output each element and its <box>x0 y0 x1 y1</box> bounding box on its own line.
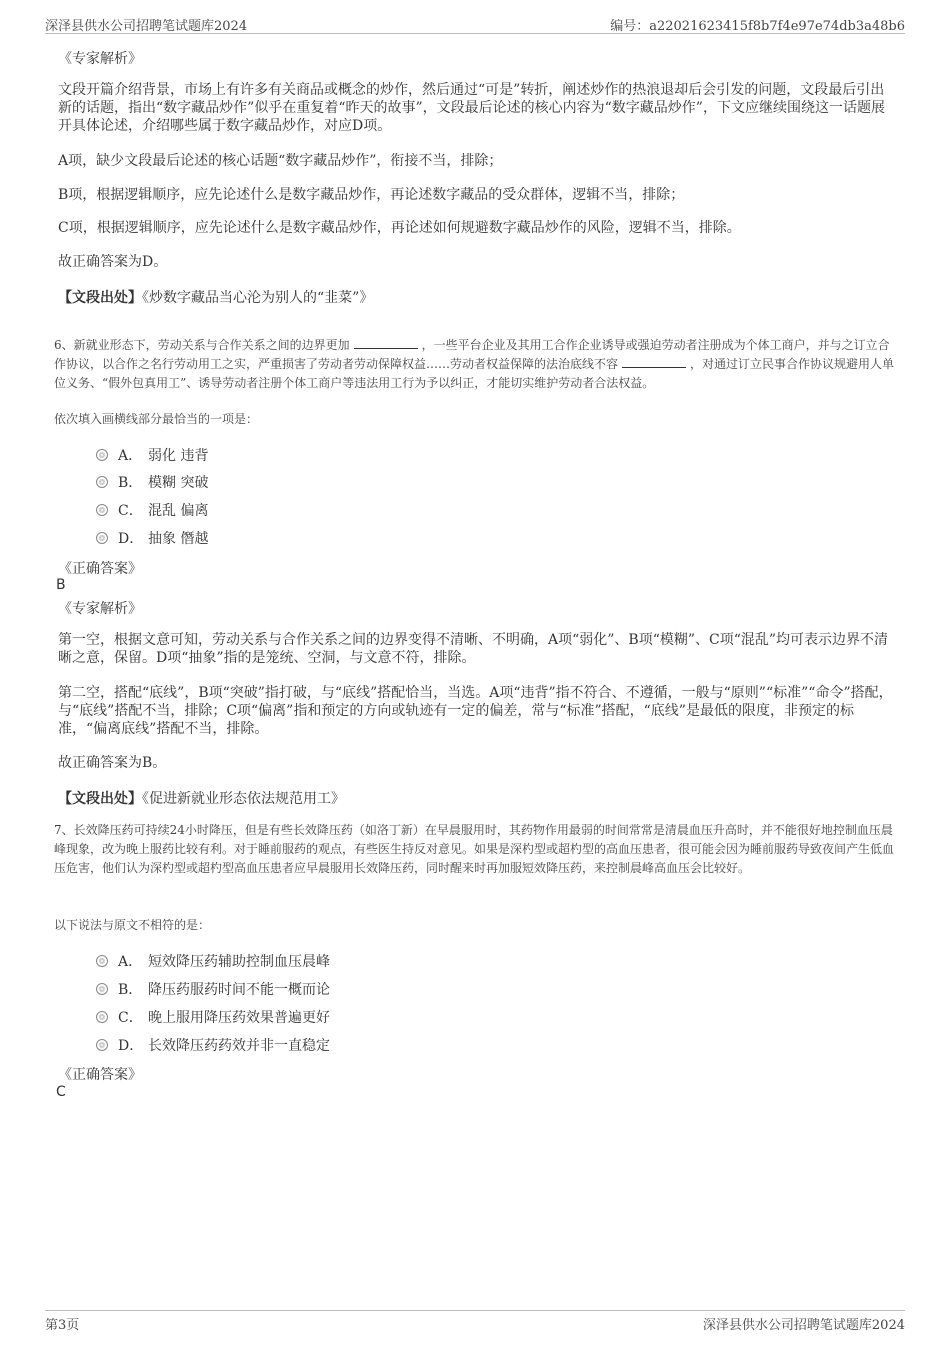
q5-analysis-a: A项，缺少文段最后论述的核心话题“数字藏品炒作”，衔接不当，排除； <box>58 153 503 169</box>
radio-icon[interactable] <box>96 1011 108 1023</box>
q6-analysis-1: 第一空，根据文意可知，劳动关系与合作关系之间的边界变得不清晰、不明确，A项“弱化”、B项“模糊”、C项“混乱”均可表示边界不清晰之意，保留。D项“抽象”指的是笼统、空洞，与文意不符，排除。 <box>58 632 889 666</box>
header-title: 深泽县供水公司招聘笔试题库2024 <box>45 19 248 34</box>
radio-icon[interactable] <box>96 476 108 488</box>
option-letter: C． <box>118 1010 143 1026</box>
option-letter: A． <box>118 448 143 464</box>
page-footer <box>45 1310 905 1333</box>
option-letter: A． <box>118 954 143 970</box>
option-text: 抽象 僭越 <box>148 531 209 547</box>
q6-analysis-label: 《专家解析》 <box>58 601 142 617</box>
option-text: 短效降压药辅助控制血压晨峰 <box>148 954 330 970</box>
option-text: 晚上服用降压药效果普遍更好 <box>148 1010 330 1026</box>
option-text: 混乱 偏离 <box>148 503 209 519</box>
q7-question: 7、长效降压药可持续24小时降压，但是有些长效降压药（如洛丁新）在早晨服用时，其药物作用最弱的时间常常是清晨血压升高时，并不能很好地控制血压晨峰现象，改为晚上服药比较有利。对于睡前服药的观点，有些医生持反对意见。如果是深杓型或超杓型的高血压患者，很可能会因为睡前服药导致夜间产生低血压危害，他们认为深杓型或超杓型高血压患者应早晨服用长效降压药，同时醒来时再加服短效降压药，来控制晨峰高血压会比较好。 <box>54 823 895 875</box>
radio-icon[interactable] <box>96 449 108 461</box>
radio-icon[interactable] <box>96 983 108 995</box>
option-text: 长效降压药药效并非一直稳定 <box>148 1038 330 1054</box>
option-letter: C． <box>118 503 143 519</box>
q6-text-part3: ，对通过订立民事合作协议规避用人单位义务、“假外包真用工”、诱导劳动者注册个体工商户等违法用工行为予以纠正，才能切实维护劳动者合法权益。 <box>54 357 895 390</box>
page-header <box>45 13 905 34</box>
q6-source <box>58 788 345 808</box>
radio-icon[interactable] <box>96 955 108 967</box>
footer-page-number: 第3页 <box>45 1318 80 1333</box>
q5-source-title: 《炒数字藏品当心沦为别人的“韭菜”》 <box>142 290 374 306</box>
q6-text-part1: 6、新就业形态下，劳动关系与合作关系之间的边界更加 <box>54 338 350 352</box>
q5-analysis-b: B项，根据逻辑顺序，应先论述什么是数字藏品炒作，再论述数字藏品的受众群体，逻辑不当，排除； <box>58 187 685 203</box>
option-letter: D． <box>118 531 144 547</box>
q6-blank-2 <box>622 355 686 368</box>
q6-answer-label: 《正确答案》 <box>58 561 142 577</box>
radio-icon[interactable] <box>96 504 108 516</box>
q7-answer-label: 《正确答案》 <box>58 1067 142 1083</box>
option-letter: B． <box>118 475 143 491</box>
q7-prompt: 以下说法与原文不相符的是： <box>54 918 211 932</box>
q5-source <box>58 287 373 307</box>
q6-source-title: 《促进新就业形态依法规范用工》 <box>142 791 345 807</box>
q5-source-label: 【文段出处】 <box>58 290 142 306</box>
radio-icon[interactable] <box>96 532 108 544</box>
radio-icon[interactable] <box>96 1039 108 1051</box>
q6-text-part2: ，一些平台企业及其用工合作企业诱导或强迫劳动者注册成为个体工商户，并与之订立合作协议，以合作之名行劳动用工之实，严重损害了劳动者劳动保障权益……劳动者权益保障的法治底线不容 <box>54 338 890 371</box>
q5-analysis-label: 《专家解析》 <box>58 51 142 67</box>
option-text: 模糊 突破 <box>148 475 209 491</box>
q7-answer: C <box>56 1084 66 1100</box>
q5-conclusion: 故正确答案为D。 <box>58 254 168 270</box>
footer-title: 深泽县供水公司招聘笔试题库2024 <box>702 1318 905 1333</box>
option-text: 降压药服药时间不能一概而论 <box>148 982 330 998</box>
q6-prompt: 依次填入画横线部分最恰当的一项是： <box>54 412 259 426</box>
q6-analysis-2: 第二空，搭配“底线”，B项“突破”指打破，与“底线”搭配恰当，当选。A项“违背”指不符合、不遵循，一般与“原则”“标准”“命令”搭配，与“底线”搭配不当，排除；C项“偏离”指和预定的方向或轨迹有一定的偏差，常与“标准”搭配，“底线”是最低的限度，非预定的标准，“偏离底线”搭配不当，排除。 <box>58 685 893 737</box>
q6-question <box>54 336 897 393</box>
q6-blank-1 <box>354 336 418 349</box>
header-code: 编号：a22021623415f8b7f4e97e74db3a48b6 <box>610 19 905 34</box>
option-letter: B． <box>118 982 143 998</box>
option-letter: D． <box>118 1038 144 1054</box>
q5-analysis-c: C项，根据逻辑顺序，应先论述什么是数字藏品炒作，再论述如何规避数字藏品炒作的风险，逻辑不当，排除。 <box>58 220 741 236</box>
q6-conclusion: 故正确答案为B。 <box>58 755 167 771</box>
q5-analysis: 文段开篇介绍背景，市场上有许多有关商品或概念的炒作，然后通过“可是”转折，阐述炒作的热浪退却后会引发的问题，文段最后引出新的话题，指出“数字藏品炒作”似乎在重复着“昨天的故事”，文段最后论述的核心内容为“数字藏品炒作”，下文应继续围绕这一话题展开具体论述，介绍哪些属于数字藏品炒作，对应D项。 <box>58 82 885 134</box>
q6-answer: B <box>56 577 66 593</box>
q6-source-label: 【文段出处】 <box>58 791 142 807</box>
option-text: 弱化 违背 <box>148 448 209 464</box>
